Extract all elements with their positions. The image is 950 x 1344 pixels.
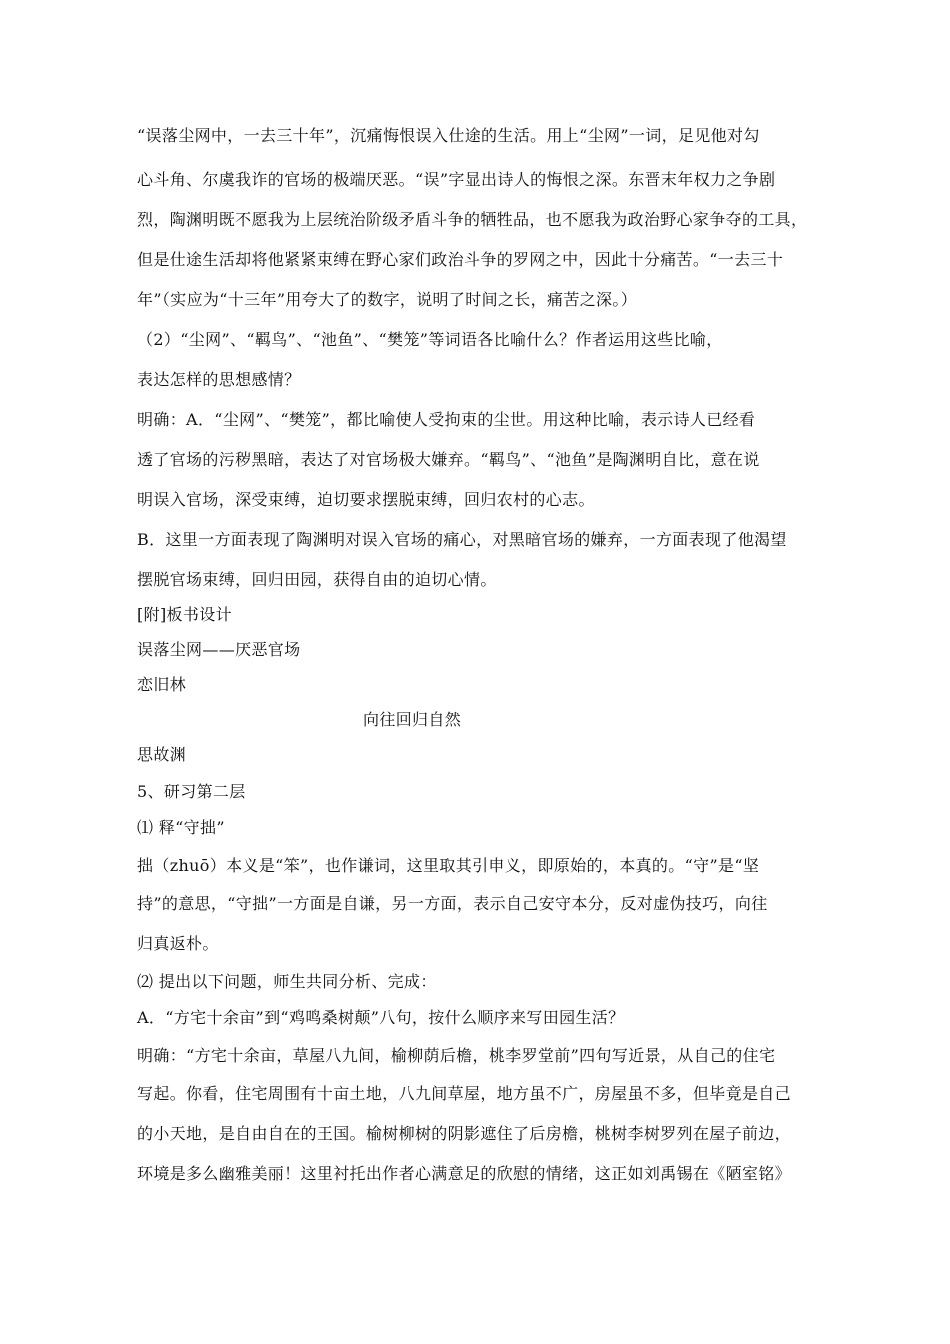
board-line: 误落尘网——厌恶官场 [137,640,301,659]
board-line: 思故渊 [137,745,187,764]
board-design-heading: [附]板书设计 [137,605,232,624]
answer-line: 明确：“方宅十余亩，草屋八九间，榆柳荫后檐，桃李罗堂前”四句写近景，从自己的住宅 [137,1046,776,1065]
answer-line: 明误入官场，深受束缚，迫切要求摆脱束缚，回归农村的心志。 [137,490,595,509]
question-line: A．“方宅十余亩”到“鸡鸣桑树颠”八句，按什么顺序来写田园生活？ [137,1008,625,1027]
text-line: 心斗角、尔虞我诈的官场的极端厌恶。“误”字显出诗人的悔恨之深。东晋末年权力之争剧 [137,170,776,189]
section-heading: 5、研习第二层 [137,782,246,801]
answer-line: 透了官场的污秽黑暗，表达了对官场极大嫌弃。“羁鸟”、“池鱼”是陶渊明自比，意在说 [137,450,760,469]
text-line: 拙（zhuō）本义是“笨”，也作谦词，这里取其引申义，即原始的，本真的。“守”是“坚 [137,856,760,875]
board-line: 恋旧林 [137,675,187,694]
text-line: “误落尘网中，一去三十年”，沉痛悔恨误入仕途的生活。用上“尘网”一词，足见他对勾 [137,126,760,145]
answer-line: 写起。你看，住宅周围有十亩土地，八九间草屋，地方虽不广，房屋虽不多，但毕竟是自己 [137,1084,792,1103]
text-line: 归真返朴。 [137,934,219,953]
text-line: 年”（实应为“十三年”用夸大了的数字，说明了时间之长，痛苦之深。） [137,290,638,309]
subsection-heading: ⑴ 释“守拙” [137,818,225,837]
answer-line: 摆脱官场束缚，回归田园，获得自由的迫切心情。 [137,570,497,589]
question-line: 表达怎样的思想感情？ [137,370,301,389]
subsection-heading: ⑵ 提出以下问题，师生共同分析、完成： [137,972,437,991]
answer-line: B．这里一方面表现了陶渊明对误入官场的痛心，对黑暗官场的嫌弃，一方面表现了他渴望 [137,530,787,549]
text-line: 持”的意思，“守拙”一方面是自谦，另一方面，表示自己安守本分，反对虚伪技巧，向往 [137,894,768,913]
answer-line: 环境是多么幽雅美丽！这里衬托出作者心满意足的欣慰的情绪，这正如刘禹锡在《陋室铭》 [137,1164,792,1183]
answer-line: 的小天地，是自由自在的王国。榆树柳树的阴影遮住了后房檐，桃树李树罗列在屋子前边， [137,1124,792,1143]
text-line: 烈，陶渊明既不愿我为上层统治阶级矛盾斗争的牺牲品，也不愿我为政治野心家争夺的工具， [137,210,808,229]
question-line: （2）“尘网”、“羁鸟”、“池鱼”、“樊笼”等词语各比喻什么？作者运用这些比喻， [137,330,723,349]
board-line-center: 向往回归自然 [363,710,462,729]
text-line: 但是仕途生活却将他紧紧束缚在野心家们政治斗争的罗网之中，因此十分痛苦。“一去三十 [137,250,784,269]
answer-line: 明确：A．“尘网”、“樊笼”，都比喻使人受拘束的尘世。用这种比喻，表示诗人已经看 [137,410,756,429]
